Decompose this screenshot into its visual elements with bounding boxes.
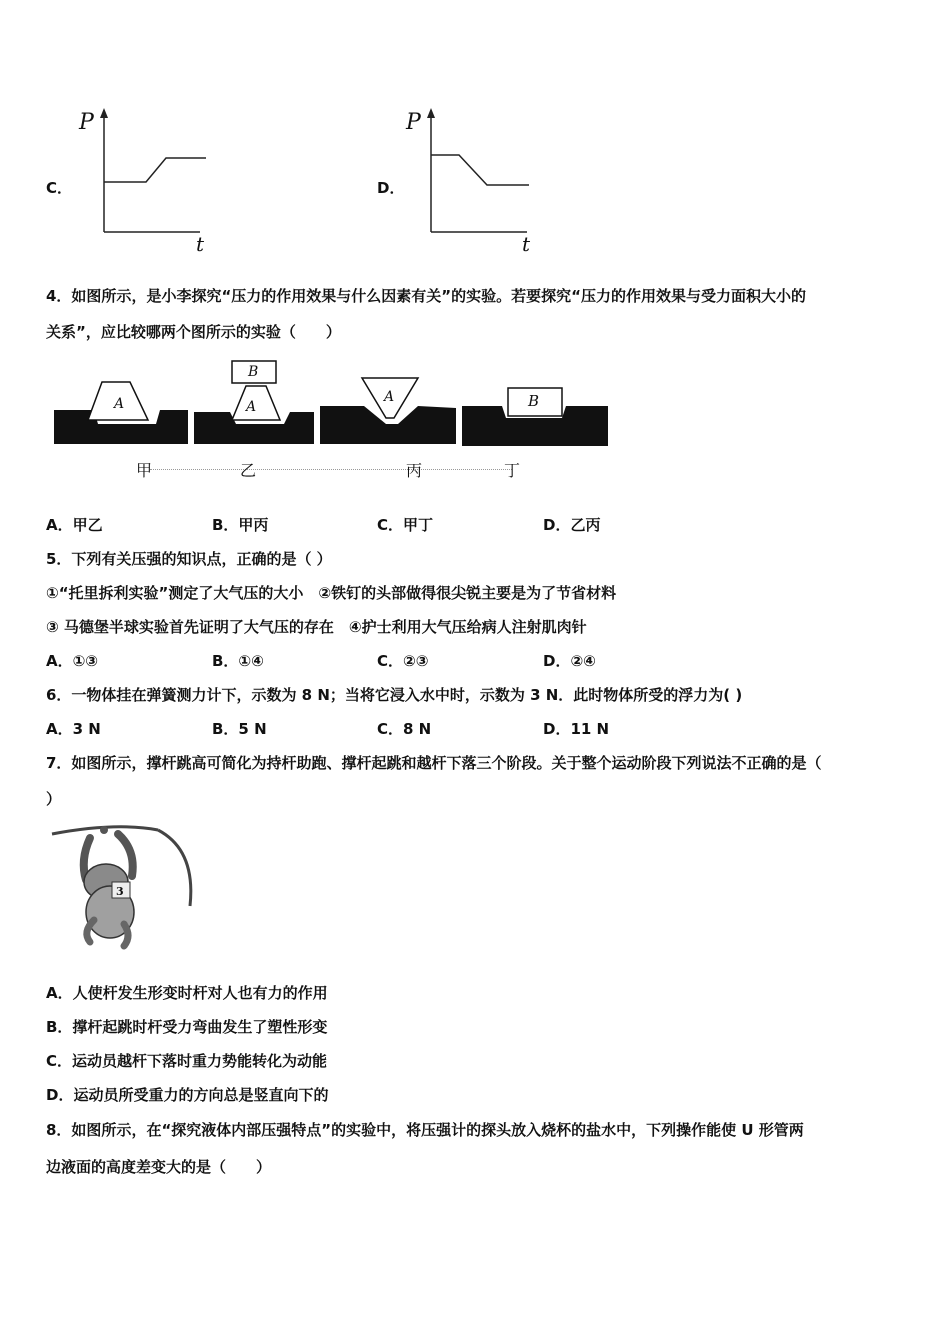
q6-option-a[interactable]: A．3 N	[46, 720, 101, 738]
q4-stem-line2: 关系”，应比较哪两个图所示的实验（ ）	[46, 323, 341, 341]
q4-block-a-jia: A	[114, 396, 125, 412]
q4-fig-jia	[54, 382, 188, 444]
q4-option-a[interactable]: A．甲乙	[46, 516, 103, 534]
q8-stem-line2: 边液面的高度差变大的是（ ）	[46, 1158, 272, 1176]
q4-fig-bing	[320, 378, 456, 444]
q4-label-yi: 乙	[240, 461, 257, 480]
q3-c-axis-t: t	[196, 232, 205, 256]
q4-block-a-yi: A	[246, 399, 257, 415]
q7-stem-line2: ）	[46, 790, 62, 808]
q3-d-axis-p: P	[406, 110, 421, 135]
q4-label-jia: 甲	[136, 461, 153, 480]
q7-option-d[interactable]: D．运动员所受重力的方向总是竖直向下的	[46, 1086, 329, 1104]
q7-option-c[interactable]: C．运动员越杆下落时重力势能转化为动能	[46, 1052, 328, 1070]
q6-option-d[interactable]: D．11 N	[543, 720, 610, 738]
q7-pole-vault-image	[46, 820, 196, 950]
q7-option-a[interactable]: A．人使杆发生形变时杆对人也有力的作用	[46, 984, 328, 1002]
q3-option-c-letter: C．	[46, 179, 73, 197]
q5-option-a[interactable]: A．①③	[46, 652, 99, 670]
q5-option-b[interactable]: B．①④	[212, 652, 264, 670]
q3-d-axis-t: t	[522, 232, 531, 256]
q4-option-c[interactable]: C．甲丁	[377, 516, 434, 534]
q7-option-b[interactable]: B．撑杆起跳时杆受力弯曲发生了塑性形变	[46, 1018, 328, 1036]
q4-option-b[interactable]: B．甲丙	[212, 516, 269, 534]
q4-block-b-ding: B	[528, 392, 540, 410]
svg-text:3: 3	[116, 885, 124, 898]
q5-option-d[interactable]: D．②④	[543, 652, 596, 670]
q4-label-dotted-line	[150, 469, 512, 470]
q5-option-c[interactable]: C．②③	[377, 652, 429, 670]
q4-label-bing: 丙	[406, 461, 423, 480]
q4-option-d[interactable]: D．乙丙	[543, 516, 601, 534]
q8-stem-line1: 8．如图所示，在“探究液体内部压强特点”的实验中，将压强计的探头放入烧杯的盐水中，下列操作能使 U 形管两	[46, 1121, 804, 1139]
q5-statement-1-2: ①“托里拆利实验”测定了大气压的大小 ②铁钉的头部做得很尖锐主要是为了节省材料	[46, 584, 617, 602]
q4-block-a-bing: A	[384, 389, 395, 405]
q4-stem-line1: 4．如图所示，是小李探究“压力的作用效果与什么因素有关”的实验。若要探究“压力的作用效果与受力面积大小的	[46, 287, 807, 305]
q3-option-d-letter: D．	[377, 179, 405, 197]
q6-option-b[interactable]: B．5 N	[212, 720, 267, 738]
q6-option-c[interactable]: C．8 N	[377, 720, 432, 738]
q7-stem-line1: 7．如图所示，撑杆跳高可简化为持杆助跑、撑杆起跳和越杆下落三个阶段。关于整个运动阶段下列说法不正确的是（	[46, 754, 822, 772]
q5-stem: 5．下列有关压强的知识点，正确的是（ ）	[46, 550, 332, 568]
q4-block-b-yi: B	[248, 364, 259, 380]
q3-c-axis-p: P	[79, 110, 94, 135]
q6-stem: 6．一物体挂在弹簧测力计下，示数为 8 N；当将它浸入水中时，示数为 3 N．此时物体所受的浮力为( )	[46, 686, 743, 704]
q4-label-ding: 丁	[504, 461, 521, 480]
q5-statement-3-4: ③ 马德堡半球实验首先证明了大气压的存在 ④护士利用大气压给病人注射肌肉针	[46, 618, 587, 636]
